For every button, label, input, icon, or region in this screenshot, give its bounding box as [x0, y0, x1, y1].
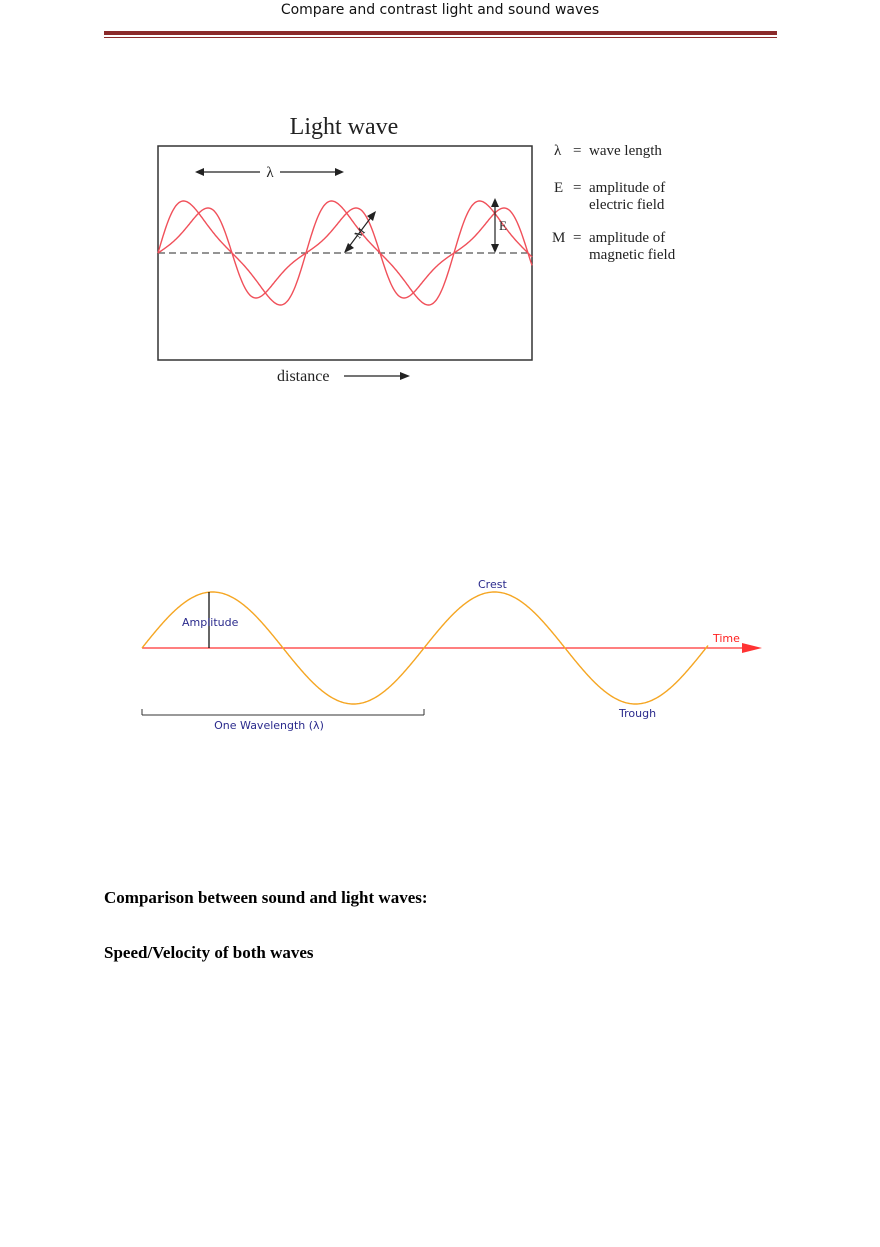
running-header: Compare and contrast light and sound waves	[280, 2, 600, 18]
legend-e-symbol: E	[554, 180, 564, 196]
e-label: E	[499, 218, 507, 233]
speed-heading: Speed/Velocity of both waves	[104, 943, 314, 962]
time-label: Time	[713, 632, 740, 645]
legend-e-line1: amplitude of	[589, 180, 666, 196]
time-arrowhead	[742, 643, 762, 653]
e-arrowhead-up	[491, 198, 499, 207]
light-wave-legend	[552, 143, 676, 263]
arrowhead-right	[335, 168, 344, 176]
comparison-heading: Comparison between sound and light waves:	[104, 888, 428, 907]
trough-label: Trough	[619, 707, 657, 720]
legend-m-eq: =	[573, 230, 582, 246]
wavelength-symbol: λ	[266, 165, 274, 181]
legend-lambda-line1: wave length	[589, 143, 662, 159]
header-rule	[104, 31, 777, 35]
legend-lambda-eq: =	[573, 143, 582, 159]
wavelength-label: One Wavelength (λ)	[214, 719, 324, 732]
distance-label: distance	[277, 368, 330, 385]
legend-m-symbol: M	[552, 230, 566, 246]
legend-m-line1: amplitude of	[589, 230, 666, 246]
light-wave-figure	[140, 108, 700, 398]
distance-arrowhead	[400, 372, 410, 380]
m-arrowhead-bottom	[344, 243, 354, 253]
light-wave-title: Light wave	[289, 114, 399, 140]
legend-m-line2: magnetic field	[589, 247, 676, 263]
crest-label: Crest	[478, 578, 507, 591]
m-label: M	[352, 225, 368, 242]
arrowhead-left	[195, 168, 204, 176]
legend-e-line2: electric field	[589, 197, 665, 213]
legend-e-eq: =	[573, 180, 582, 196]
amplitude-label: Amplitude	[182, 616, 239, 629]
legend-lambda-symbol: λ	[554, 143, 562, 159]
sound-wave-figure	[130, 570, 780, 740]
e-arrowhead-down	[491, 244, 499, 253]
